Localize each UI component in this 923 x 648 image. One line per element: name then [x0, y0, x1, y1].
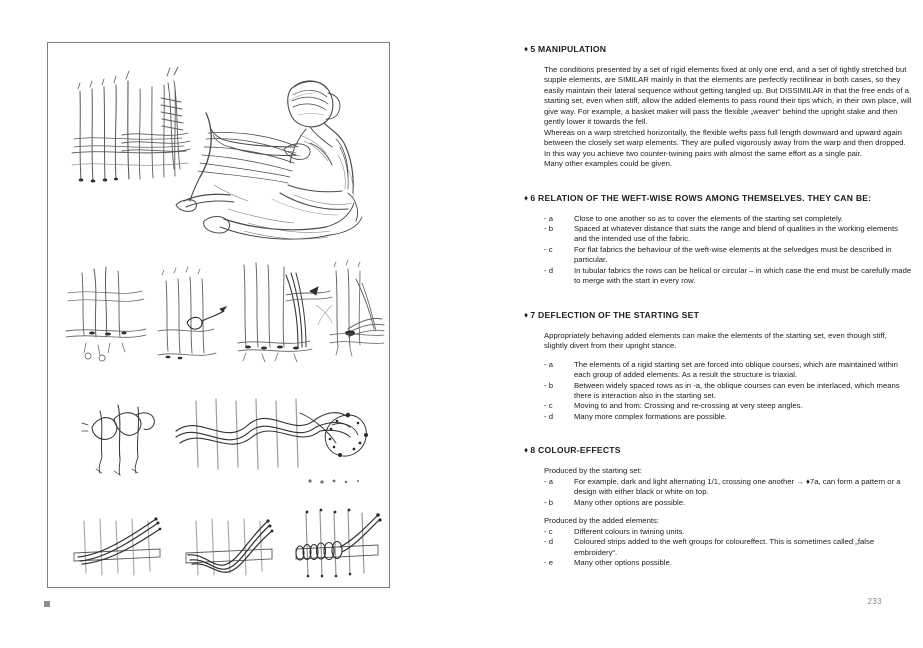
list-item — [544, 537, 912, 558]
text-column — [524, 43, 912, 568]
list-item — [544, 498, 912, 508]
section-6-heading — [524, 192, 912, 205]
list-item — [544, 558, 912, 568]
list-item — [544, 266, 912, 287]
list-item — [544, 401, 912, 411]
paragraph: The conditions presented by a set of rigid elements fixed at only one end, and a set of tightly stretched but supple elements, are SIMILAR mainly in that the elements are perfectly rectilinear in both cases, so they easily maintain their lateral sequence without getting tangled up. But DISSIMILAR in that the free ends of a starting set, even when stiff, allow the added elements to pass round their tips which, in their own place, will give way. For example, a basket maker will pass the flexible „weaver“ behind the upright stake and then gently lower it towards the fell. — [544, 65, 912, 127]
section-8-heading — [524, 444, 912, 457]
section-7-list — [544, 360, 912, 423]
list-item-text: Moving to and from: Crossing and re-crossing at very steep angles. — [574, 401, 803, 411]
section-7-title: 7 DEFLECTION OF THE STARTING SET — [530, 309, 700, 320]
weft-pass-sketch-1 — [74, 517, 161, 575]
diamond-bullet-icon: ♦ — [524, 44, 529, 54]
list-item-label: - e — [544, 557, 553, 567]
section-7-deflection-of-starting-set — [524, 309, 912, 423]
section-5-heading — [524, 43, 912, 56]
section-5-body — [524, 65, 912, 170]
plate-drawings — [48, 43, 389, 587]
list-item-label: - d — [544, 537, 553, 547]
twining-knot-sketch — [82, 405, 154, 475]
paragraph: Whereas on a warp stretched horizontally, the flexible wefts pass full length downward and upward again between the closely set warp elements. They are pulled vigorously away from the warp and then dropped. In this way you achieve two counter-twining pairs with almost the same effort as a single pair. — [544, 127, 906, 158]
list-item-text: Between widely spaced rows as in -a, the oblique courses can even be interlaced, which means there is interaction also in the starting set. — [574, 380, 900, 400]
section-8-group-2-list — [544, 527, 912, 569]
diamond-bullet-icon: ♦ — [524, 310, 529, 320]
list-item — [544, 527, 912, 537]
section-6-list — [544, 214, 912, 287]
list-item-text: Many other options possible. — [574, 557, 672, 567]
list-item-text: Coloured strips added to the weft groups for coloureffect. This is sometimes called „false embroidery“. — [574, 537, 875, 557]
paragraph: Many other examples could be given. — [544, 159, 673, 169]
section-7-body — [524, 331, 912, 423]
section-8-body — [524, 466, 912, 568]
section-5-title: 5 MANIPULATION — [530, 44, 607, 54]
paragraph: Appropriately behaving added elements can make the elements of the starting set, even though stiff, slightly divert from their upright stance. — [544, 330, 887, 351]
section-6-body — [524, 214, 912, 287]
list-item-label: - c — [544, 526, 553, 536]
warp-detail-sketch-top — [72, 67, 190, 183]
list-item-text: The elements of a rigid starting set are forced into oblique courses, which are maintained within each group of added elements. As a result the structure is triaxial. — [574, 359, 898, 380]
list-item — [544, 245, 912, 266]
warp-study-d — [330, 260, 384, 356]
list-item — [544, 360, 912, 381]
list-item-text: Close to one another so as to cover the elements of the starting set completely. — [574, 213, 844, 223]
warp-study-a — [66, 267, 146, 361]
weaver-seated-sketch — [176, 81, 362, 239]
list-item — [544, 214, 912, 224]
section-7-heading — [524, 309, 912, 322]
list-item-text: For example, dark and light alternating 1/1, crossing one another → ♦7a, can form a pattern or a design with either black or white on top. — [574, 476, 901, 497]
list-item-label: - a — [544, 476, 553, 486]
list-item-label: - c — [544, 244, 553, 254]
weft-pass-sketch-2 — [186, 519, 273, 575]
weft-pass-sketch-3 — [296, 509, 382, 578]
list-item-text: In tubular fabrics the rows can be helical or circular – in which case the end must be carefully made to merge with the start in every row. — [574, 265, 912, 286]
list-item-label: - b — [544, 380, 553, 390]
list-item — [544, 224, 912, 245]
section-8-title: 8 COLOUR-EFFECTS — [530, 445, 621, 456]
twining-row — [82, 399, 368, 484]
list-item-text: Different colours in twining units. — [574, 526, 685, 536]
list-item-text: For flat fabrics the behaviour of the weft-wise elements at the selvedges must be described in particular. — [574, 244, 892, 265]
list-item — [544, 381, 912, 402]
margin-marks — [308, 479, 359, 483]
illustration-plate — [47, 42, 390, 588]
section-6-title: 6 RELATION OF THE WEFT-WISE ROWS AMONG THEMSELVES. THEY CAN BE: — [530, 192, 872, 203]
list-item-label: - a — [544, 359, 553, 369]
warp-study-b — [158, 267, 226, 359]
list-item-text: Many other options are possible. — [574, 497, 686, 507]
list-item-text: Many more complex formations are possible. — [574, 411, 727, 421]
list-item-label: - c — [544, 401, 553, 411]
diamond-bullet-icon: ♦ — [524, 445, 529, 455]
warp-study-row — [66, 260, 384, 362]
list-item — [544, 477, 912, 498]
list-item — [544, 412, 912, 422]
list-item-label: - b — [544, 497, 553, 507]
footer-square-mark — [44, 601, 50, 607]
list-item-label: - b — [544, 223, 553, 233]
twined-row-sketch — [176, 399, 368, 469]
page-number: 233 — [867, 597, 882, 606]
list-item-label: - a — [544, 213, 553, 223]
warp-study-c — [238, 263, 332, 362]
group-lead: Produced by the starting set: — [544, 466, 642, 476]
group-lead: Produced by the added elements: — [544, 516, 659, 526]
list-item-text: Spaced at whatever distance that suits the range and blend of qualities in the working elements and the intended use of the fabric. — [574, 223, 898, 244]
section-6-relation-of-weft-wise-rows — [524, 192, 912, 287]
section-8-colour-effects — [524, 444, 912, 568]
diamond-bullet-icon: ♦ — [524, 193, 529, 203]
weft-pass-row — [74, 509, 382, 578]
list-item-label: - d — [544, 265, 553, 275]
list-item-label: - d — [544, 411, 553, 421]
section-8-group-1-list — [544, 477, 912, 508]
section-5-manipulation — [524, 43, 912, 170]
